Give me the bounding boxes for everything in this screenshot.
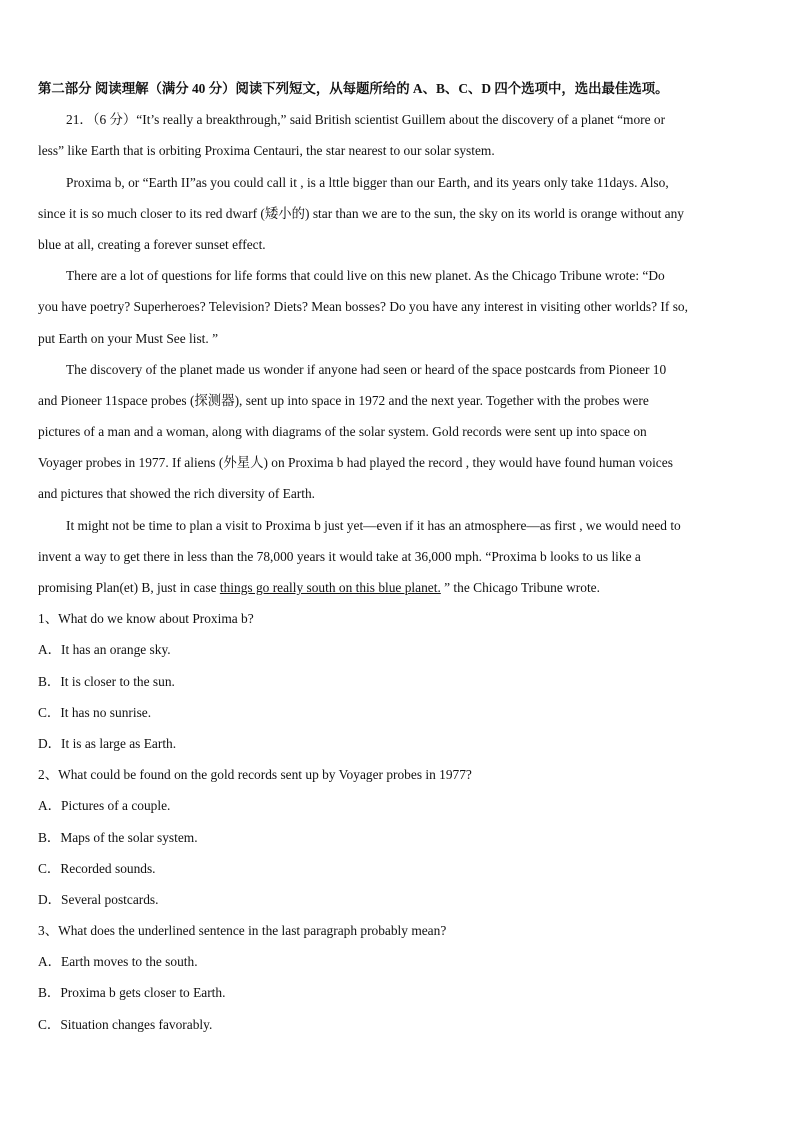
answer-option: C．Situation changes favorably.	[38, 1016, 213, 1032]
answer-option: B．It is closer to the sun.	[38, 673, 175, 689]
passage-line: since it is so much closer to its red dwarf (矮小的) star than we are to the sun, the sky on its world is orange without any	[38, 205, 684, 221]
passage-line: and Pioneer 11space probes (探测器), sent up into space in 1972 and the next year. Together with the probes were	[38, 392, 649, 408]
passage-line: There are a lot of questions for life forms that could live on this new planet. As the Chicago Tribune wrote: “Do	[66, 268, 665, 284]
passage-line: Voyager probes in 1977. If aliens (外星人) on Proxima b had played the record , they would have found human voices	[38, 455, 673, 471]
passage-line: blue at all, creating a forever sunset effect.	[38, 236, 266, 252]
passage-line: It might not be time to plan a visit to Proxima b just yet—even if it has an atmosphere—as first , we would need to	[66, 517, 681, 533]
document-content	[38, 73, 766, 1040]
passage-line: Proxima b, or “Earth II”as you could call it , is a lttle bigger than our Earth, and its years only take 11days. Also,	[66, 174, 669, 190]
passage-line: put Earth on your Must See list. ”	[38, 330, 219, 346]
section-title: 第二部分 阅读理解（满分 40 分）阅读下列短文，从每题所给的 A、B、C、D 四个选项中，选出最佳选项。	[38, 81, 669, 96]
answer-option: C．It has no sunrise.	[38, 704, 152, 720]
passage-text: ” the Chicago Tribune wrote.	[440, 580, 600, 595]
answer-option: C．Recorded sounds.	[38, 860, 156, 876]
answer-option: B．Maps of the solar system.	[38, 829, 198, 845]
answer-option: D．It is as large as Earth.	[38, 735, 177, 751]
passage-line: The discovery of the planet made us wonder if anyone had seen or heard of the space postcards from Pioneer 10	[66, 361, 667, 377]
passage-line: invent a way to get there in less than the 78,000 years it would take at 36,000 mph. “Proxima b looks to us like a	[38, 548, 641, 564]
passage-line: pictures of a man and a woman, along with diagrams of the solar system. Gold records were sent up into space on	[38, 424, 647, 440]
passage-text: promising Plan(et) B, just in case	[38, 580, 220, 595]
answer-option: A．Pictures of a couple.	[38, 798, 171, 814]
answer-option: B．Proxima b gets closer to Earth.	[38, 985, 226, 1001]
passage-line: you have poetry? Superheroes? Television? Diets? Mean bosses? Do you have any interest in visiting other worlds? If so,	[38, 299, 688, 315]
passage-line: less” like Earth that is orbiting Proxima Centauri, the star nearest to our solar system.	[38, 143, 495, 159]
passage-line	[38, 572, 766, 603]
passage-line: and pictures that showed the rich diversity of Earth.	[38, 486, 316, 502]
underlined-sentence: things go really south on this blue planet.	[219, 580, 441, 595]
passage-number: 21．（6 分）	[66, 112, 137, 128]
question-stem: 2、What could be found on the gold records sent up by Voyager probes in 1977?	[38, 767, 472, 783]
question-stem: 3、What does the underlined sentence in the last paragraph probably mean?	[38, 923, 447, 939]
answer-option: A．It has an orange sky.	[38, 642, 171, 658]
question-stem: 1、What do we know about Proxima b?	[38, 611, 254, 627]
passage-line	[38, 104, 766, 135]
answer-option: A．Earth moves to the south.	[38, 954, 198, 970]
answer-option: D．Several postcards.	[38, 891, 159, 907]
passage-text: “It’s really a breakthrough,” said British scientist Guillem about the discovery of a planet “more or	[136, 112, 666, 128]
